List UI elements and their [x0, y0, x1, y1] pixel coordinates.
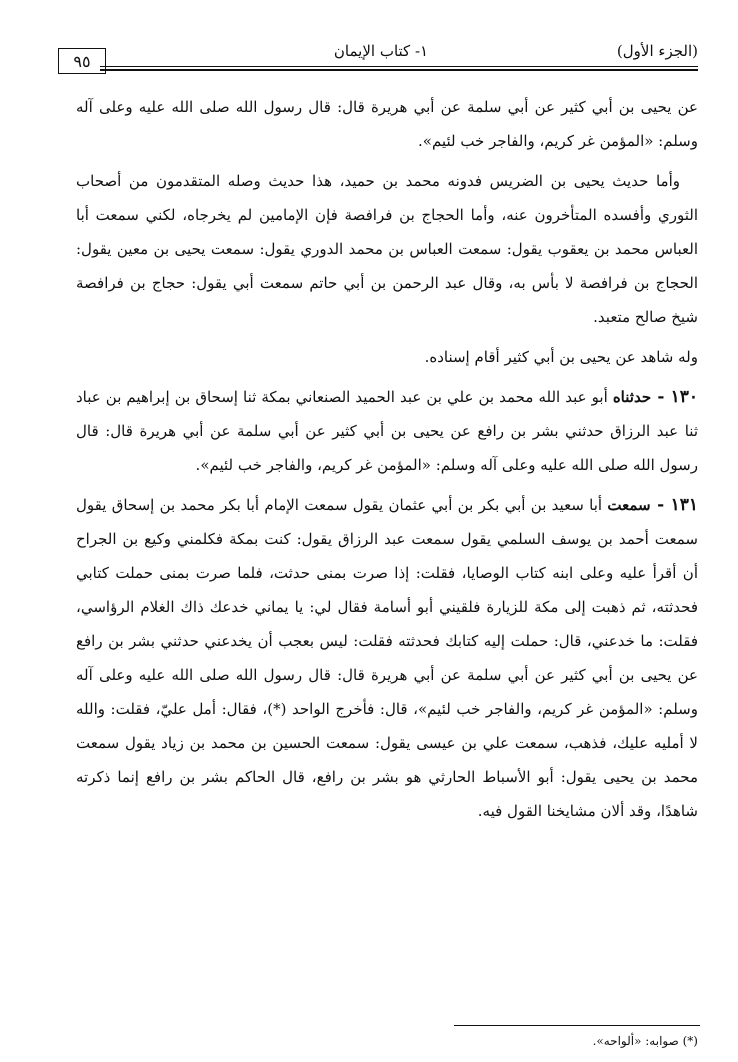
footnote	[593, 1032, 698, 1050]
hadith-text: أبا سعيد بن أبي بكر بن أبي عثمان يقول سمعت الإمام أبا بكر محمد بن إسحاق يقول سمعت أحمد بن يوسف السلمي يقول سمعت عبد الرزاق يقول: كنت بمكة فكلمني وكيع بن الجراح أن أقرأ عليه وعلى ابنه كتاب الوصايا، فقلت: إذا صرت بمنى حدثت، فلما صرت بمنى حملت كتابي فحدثته، ثم ذهبت إلى مكة للزيارة فلقيني أبو أسامة فقال لي: يا يماني خدعك ذاك الغلام الرؤاسي، فقلت: ما خدعني، قال: حملت إليه كتابك فحدثته فقلت: ليس بعجب أن يخدعني حدثني بشر بن رافع عن يحيى بن أبي كثير عن أبي سلمة عن أبي هريرة قال: قال رسول الله صلى الله عليه وعلى آله وسلم: «المؤمن غر كريم، والفاجر خب لئيم»، قال: فأخرج الواحد (*)، فقال: أمل عليّ، فقلت: والله لا أمليه عليك، فذهب، سمعت علي بن عيسى يقول: سمعت الحسين بن محمد بن زياد يقول سمعت محمد بن يحيى يقول: أبو الأسباط الحارثي هو بشر بن رافع، قال الحاكم بشر بن رافع إنما ذكرته شاهدًا، وقد ألان مشايخنا القول فيه.	[76, 496, 698, 820]
hadith-number: ١٣١ -	[650, 495, 698, 515]
paragraph: وأما حديث يحيى بن الضريس فدونه محمد بن حميد، هذا حديث وصله المتقدمون من أصحاب الثوري وأفسده المتأخرون عنه، وأما الحجاج بن فرافصة فإن الإمامين لم يخرجاه، لكني سمعت أبا العباس محمد بن يعقوب يقول: سمعت العباس بن محمد الدوري يقول: سمعت يحيى بن معين يقول: الحجاج بن فرافصة لا بأس به، وقال عبد الرحمن بن أبي حاتم سمعت أبي يقول: حجاج بن فرافصة شيخ صالح متعبد.	[76, 172, 698, 326]
hadith-text: أبو عبد الله محمد بن علي بن عبد الحميد الصنعاني بمكة ثنا إسحاق بن إبراهيم بن عباد ثنا عبد الرزاق حدثني بشر بن رافع عن يحيى بن أبي كثير عن أبي سلمة عن أبي هريرة قال: قال رسول الله صلى الله عليه وعلى آله وسلم: «المؤمن غر كريم، والفاجر خب لئيم».	[76, 388, 698, 474]
footnote-rule	[454, 1025, 700, 1026]
hadith-131	[76, 488, 698, 828]
page-number: ٩٥	[58, 48, 106, 74]
header-rule	[100, 66, 698, 67]
footnote-text: صوابه: «ألواحه».	[592, 1034, 679, 1048]
volume-label: (الجزء الأول)	[616, 42, 698, 60]
paragraph: وله شاهد عن يحيى بن أبي كثير أقام إسناده.	[424, 348, 698, 366]
hadith-130	[76, 380, 698, 482]
header-rule-thick	[100, 69, 698, 71]
paragraph: عن يحيى بن أبي كثير عن أبي سلمة عن أبي هريرة قال: قال رسول الله صلى الله عليه وعلى آله وسلم: «المؤمن غر كريم، والفاجر خب لئيم».	[76, 98, 698, 150]
hadith-number: ١٣٠ -	[651, 387, 698, 407]
chapter-title: ١- كتاب الإيمان	[333, 42, 429, 60]
page-body	[76, 90, 698, 834]
hadith-lead-word: حدثناه	[612, 388, 652, 406]
footnote-marker: (*)	[682, 1034, 698, 1048]
hadith-lead-word: سمعت	[607, 496, 651, 514]
